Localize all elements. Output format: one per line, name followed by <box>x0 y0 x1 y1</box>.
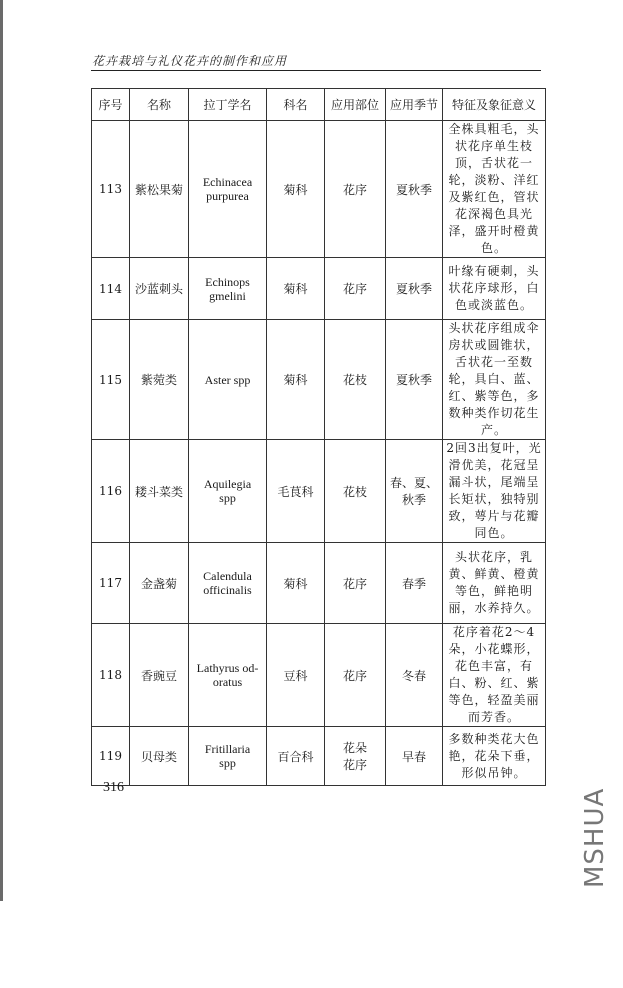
cell-latin <box>189 624 267 727</box>
cell-part: 花序 <box>325 543 386 624</box>
cell-num: 116 <box>92 440 130 543</box>
header-family: 科名 <box>267 89 325 121</box>
cell-num: 118 <box>92 624 130 727</box>
cell-num: 114 <box>92 258 130 320</box>
cell-part <box>325 727 386 786</box>
cell-name: 紫松果菊 <box>130 121 189 258</box>
running-head: 花卉栽培与礼仪花卉的制作和应用 <box>92 54 288 68</box>
cell-num: 117 <box>92 543 130 624</box>
cell-season: 冬春 <box>386 624 443 727</box>
latin-line: Calendula <box>203 569 252 583</box>
table-row <box>92 624 546 727</box>
cell-family: 菊科 <box>267 320 325 440</box>
cell-season <box>386 440 443 543</box>
table-row <box>92 543 546 624</box>
cell-family: 菊科 <box>267 543 325 624</box>
table-row <box>92 440 546 543</box>
cell-desc: 全株具粗毛，头状花序单生枝顶，舌状花一轮，淡粉、洋红及紫红色，管状花深褐色具光泽，盛开时橙黄色。 <box>443 121 546 258</box>
cell-part: 花序 <box>325 258 386 320</box>
cell-desc: 头状花序，乳黄、鲜黄、橙黄等色，鲜艳明丽，水养持久。 <box>443 543 546 624</box>
cell-season: 早春 <box>386 727 443 786</box>
cell-family: 菊科 <box>267 121 325 258</box>
cell-latin <box>189 543 267 624</box>
cell-name: 贝母类 <box>130 727 189 786</box>
cell-num: 113 <box>92 121 130 258</box>
cell-part: 花序 <box>325 624 386 727</box>
cell-name: 耧斗菜类 <box>130 440 189 543</box>
cell-part: 花序 <box>325 121 386 258</box>
cell-season: 夏秋季 <box>386 320 443 440</box>
latin-line: Echinops <box>205 274 250 289</box>
header-name: 名称 <box>130 89 189 121</box>
cell-name: 香豌豆 <box>130 624 189 727</box>
cell-name: 金盏菊 <box>130 543 189 624</box>
header-season: 应用季节 <box>386 89 443 121</box>
latin-line: oratus <box>212 675 243 689</box>
cell-latin <box>189 440 267 543</box>
cell-num: 119 <box>92 727 130 786</box>
cell-latin <box>189 727 267 786</box>
header-latin: 拉丁学名 <box>189 89 267 121</box>
table-row <box>92 727 546 786</box>
cell-season: 夏秋季 <box>386 258 443 320</box>
latin-line: spp <box>219 756 236 770</box>
page-number: 316 <box>103 780 124 795</box>
cell-family: 百合科 <box>267 727 325 786</box>
watermark: MSHUA <box>580 787 610 888</box>
cell-name: 紫菀类 <box>130 320 189 440</box>
latin-line: Lathyrus od- <box>196 661 259 675</box>
season-line: 秋季 <box>401 493 426 507</box>
table-row <box>92 121 546 258</box>
season-line: 春、夏、 <box>389 476 438 490</box>
cell-name: 沙蓝刺头 <box>130 258 189 320</box>
cell-season: 春季 <box>386 543 443 624</box>
cell-latin: Aster spp <box>189 320 267 440</box>
flower-table <box>91 88 546 786</box>
cell-family: 毛茛科 <box>267 440 325 543</box>
latin-line: gmelini <box>209 288 246 303</box>
header-desc: 特征及象征意义 <box>443 89 546 121</box>
cell-desc: 2回3出复叶，光滑优美，花冠呈漏斗状，尾端呈长矩状，独特别致，萼片与花瓣同色。 <box>443 440 546 543</box>
latin-line: Echinacea <box>202 175 253 189</box>
cell-family: 豆科 <box>267 624 325 727</box>
page-left-edge <box>0 0 3 901</box>
cell-desc: 头状花序组成伞房状或圆锥状，舌状花一至数轮，具白、蓝、红、紫等色，多数种类作切花生产。 <box>443 320 546 440</box>
cell-latin <box>189 121 267 258</box>
header-rule <box>91 70 541 71</box>
cell-desc: 花序着花2～4朵，小花蝶形，花色丰富，有白、粉、红、紫等色，轻盈美丽而芳香。 <box>443 624 546 727</box>
latin-line: Aquilegia <box>203 477 252 491</box>
cell-desc: 叶缘有硬刺，头状花序球形，白色或淡蓝色。 <box>443 258 546 320</box>
latin-line: officinalis <box>203 583 252 597</box>
header-part: 应用部位 <box>325 89 386 121</box>
cell-season: 夏秋季 <box>386 121 443 258</box>
cell-num: 115 <box>92 320 130 440</box>
cell-family: 菊科 <box>267 258 325 320</box>
cell-part: 花枝 <box>325 440 386 543</box>
part-line: 花序 <box>342 758 367 772</box>
table-row <box>92 258 546 320</box>
table-header-row <box>92 89 546 121</box>
latin-line: spp <box>219 491 236 505</box>
watermark-container <box>580 787 610 988</box>
cell-latin <box>189 258 267 320</box>
cell-part: 花枝 <box>325 320 386 440</box>
latin-line: Fritillaria <box>204 742 251 756</box>
cell-desc: 多数种类花大色艳，花朵下垂，形似吊钟。 <box>443 727 546 786</box>
latin-line: purpurea <box>206 189 249 203</box>
part-line: 花朵 <box>342 741 367 755</box>
header-num: 序号 <box>92 89 130 121</box>
table-row <box>92 320 546 440</box>
